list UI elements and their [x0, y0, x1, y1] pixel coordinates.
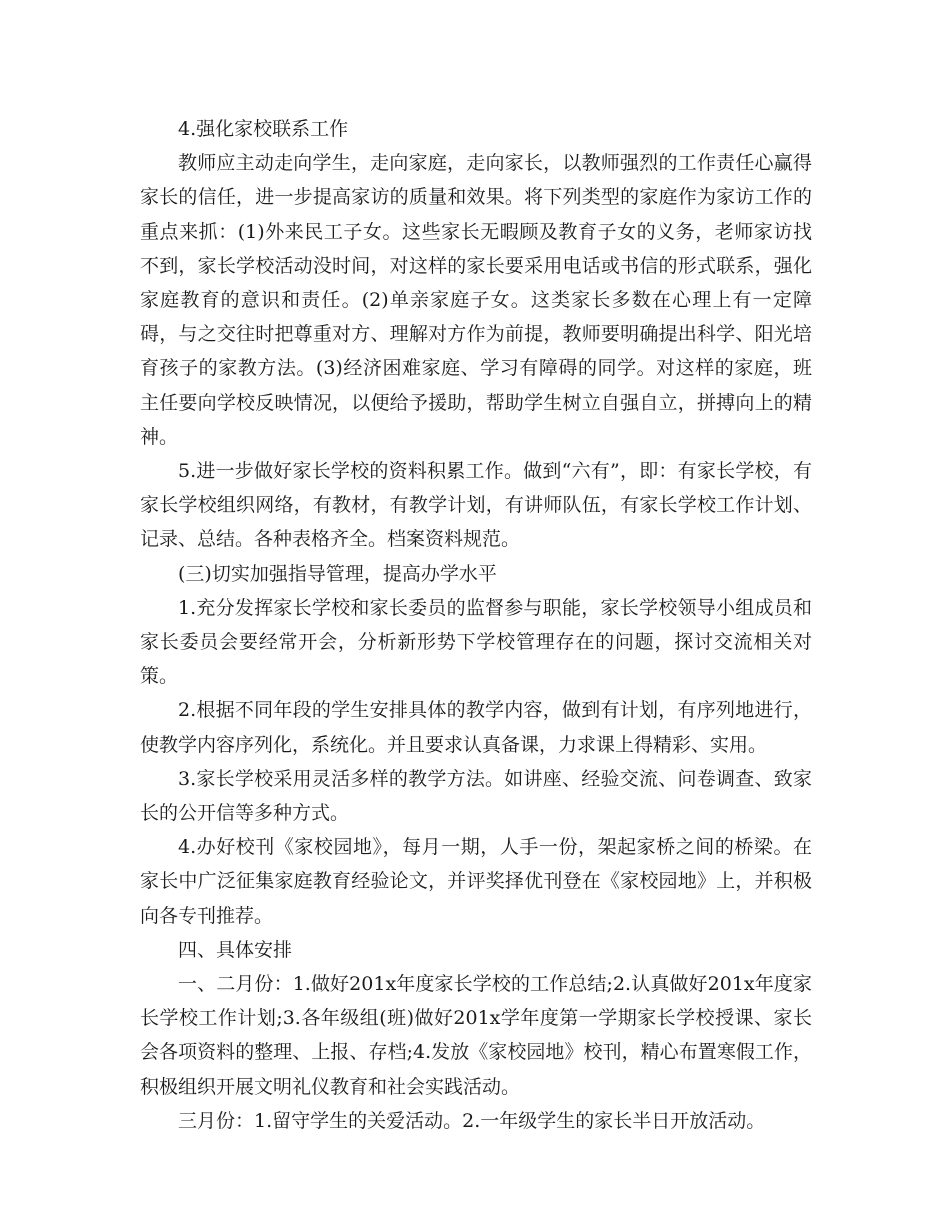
- paragraph-march: 三月份：1.留守学生的关爱活动。2.一年级学生的家长半日开放活动。: [178, 1109, 766, 1132]
- paragraph-archive-work: 5.进一步做好家长学校的资料积累工作。做到“六有”，即：有家长学校，有家长学校组织网络，有教材，有教学计划，有讲师队伍，有家长学校工作计划、记录、总结。各种表格齐全。档案资料规范。: [140, 460, 812, 551]
- paragraph-jan-feb: 一、二月份：1.做好201x年度家长学校的工作总结;2.认真做好201x年度家长学校工作计划;3.各年级组(班)做好201x学年度第一学期家长学校授课、家长会各项资料的整理、上报、存档;4.发放《家校园地》校刊，精心布置寒假工作，积极组织开展文明礼仪教育和社会实践活动。: [140, 973, 812, 1098]
- heading-strengthen-home-school-contact: 4.强化家校联系工作: [178, 118, 349, 140]
- section-heading-schedule: 四、具体安排: [178, 938, 293, 961]
- paragraph-teaching-content: 2.根据不同年段的学生安排具体的教学内容，做到有计划，有序列地进行，使教学内容序列化，系统化。并且要求认真备课，力求课上得精彩、实用。: [140, 699, 812, 756]
- paragraph-teaching-methods: 3.家长学校采用灵活多样的教学方法。如讲座、经验交流、问卷调查、致家长的公开信等多种方式。: [140, 767, 812, 825]
- section-heading-guidance-management: (三)切实加强指导管理，提高办学水平: [178, 562, 497, 585]
- paragraph-home-visit: 教师应主动走向学生，走向家庭，走向家长，以教师强烈的工作责任心赢得家长的信任，进一步提高家访的质量和效果。将下列类型的家庭作为家访工作的重点来抓：(1)外来民工子女。这些家长无暇顾及教育子女的义务，老师家访找不到，家长学校活动没时间，对这样的家长要采用电话或书信的形式联系，强化家庭教育的意识和责任。(2)单亲家庭子女。这类家长多数在心理上有一定障碍，与之交往时把尊重对方、理解对方作为前提，教师要明确提出科学、阳光培育孩子的家教方法。(3)经济困难家庭、学习有障碍的同学。对这样的家庭，班主任要向学校反映情况，以便给予援助，帮助学生树立自强自立，拼搏向上的精神。: [140, 152, 812, 448]
- paragraph-supervision: 1.充分发挥家长学校和家长委员的监督参与职能，家长学校领导小组成员和家长委员会要经常开会，分析新形势下学校管理存在的问题，探讨交流相关对策。: [140, 596, 812, 688]
- paragraph-school-journal: 4.办好校刊《家校园地》，每月一期，人手一份，架起家桥之间的桥梁。在家长中广泛征集家庭教育经验论文，并评奖择优刊登在《家校园地》上，并积极向各专刊推荐。: [140, 836, 812, 927]
- document-body: [140, 112, 812, 1138]
